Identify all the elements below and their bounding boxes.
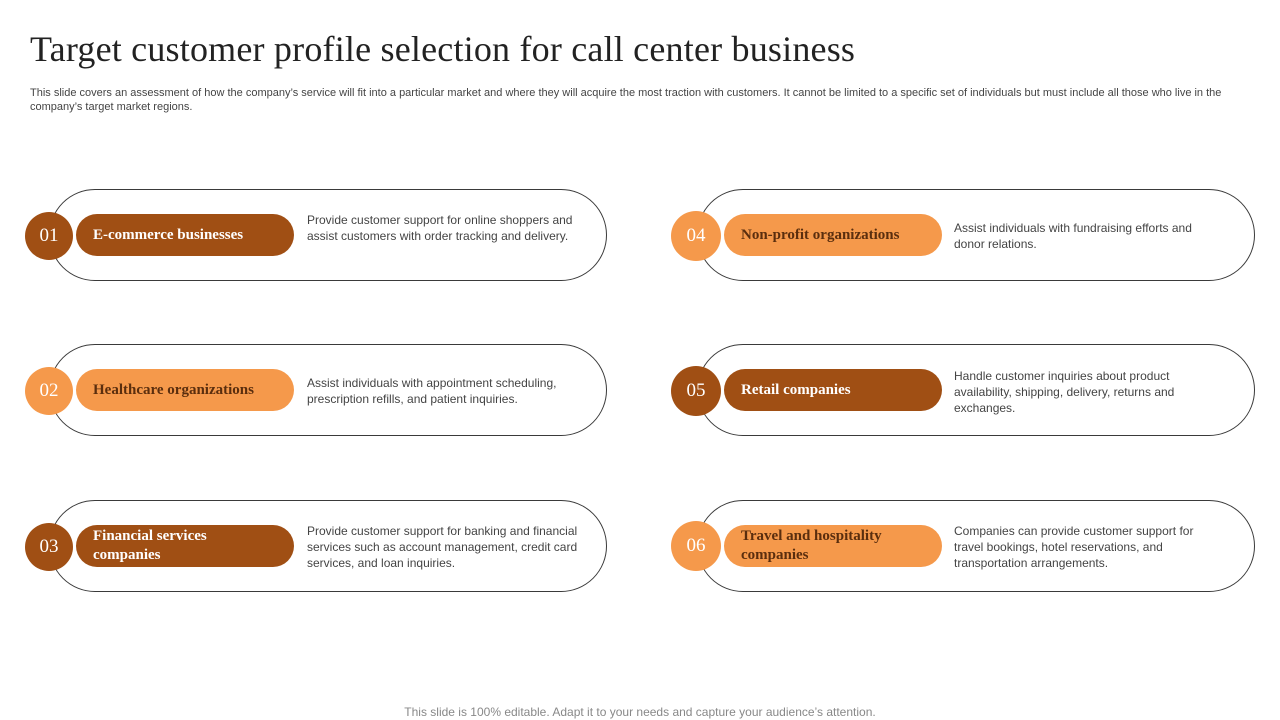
number-badge-05: 05	[671, 366, 721, 416]
description-nonprofit: Assist individuals with fundraising efforts and donor relations.	[954, 221, 1192, 251]
page-subtitle: This slide covers an assessment of how the company’s service will fit into a particular market and where they will acquire the most traction with customers. It cannot be limited to a specific set of individuals but must include all those who live in the company’s target market regions.	[30, 87, 1222, 113]
category-pill-nonprofit: Non-profit organizations	[724, 214, 942, 256]
description-retail: Handle customer inquiries about product availability, shipping, delivery, returns and exchanges.	[954, 369, 1175, 415]
number-badge-04: 04	[671, 211, 721, 261]
category-pill-travel: Travel and hospitality companies	[724, 525, 942, 567]
category-pill-ecommerce: E-commerce businesses	[76, 214, 294, 256]
page-title: Target customer profile selection for call center business	[30, 29, 856, 69]
description-healthcare: Assist individuals with appointment scheduling, prescription refills, and patient inquiries.	[307, 376, 557, 406]
description-financial: Provide customer support for banking and financial services such as account management, credit card services, and loan inquiries.	[307, 524, 578, 570]
footer-note: This slide is 100% editable. Adapt it to your needs and capture your audience’s attention.	[404, 705, 876, 719]
description-travel: Companies can provide customer support for travel bookings, hotel reservations, and transportation arrangements.	[954, 524, 1194, 570]
category-pill-healthcare: Healthcare organizations	[76, 369, 294, 411]
category-pill-financial: Financial services companies	[76, 525, 294, 567]
number-badge-01: 01	[25, 212, 73, 260]
number-badge-03: 03	[25, 523, 73, 571]
description-ecommerce: Provide customer support for online shoppers and assist customers with order tracking and delivery.	[307, 213, 573, 243]
number-badge-02: 02	[25, 367, 73, 415]
number-badge-06: 06	[671, 521, 721, 571]
category-pill-retail: Retail companies	[724, 369, 942, 411]
